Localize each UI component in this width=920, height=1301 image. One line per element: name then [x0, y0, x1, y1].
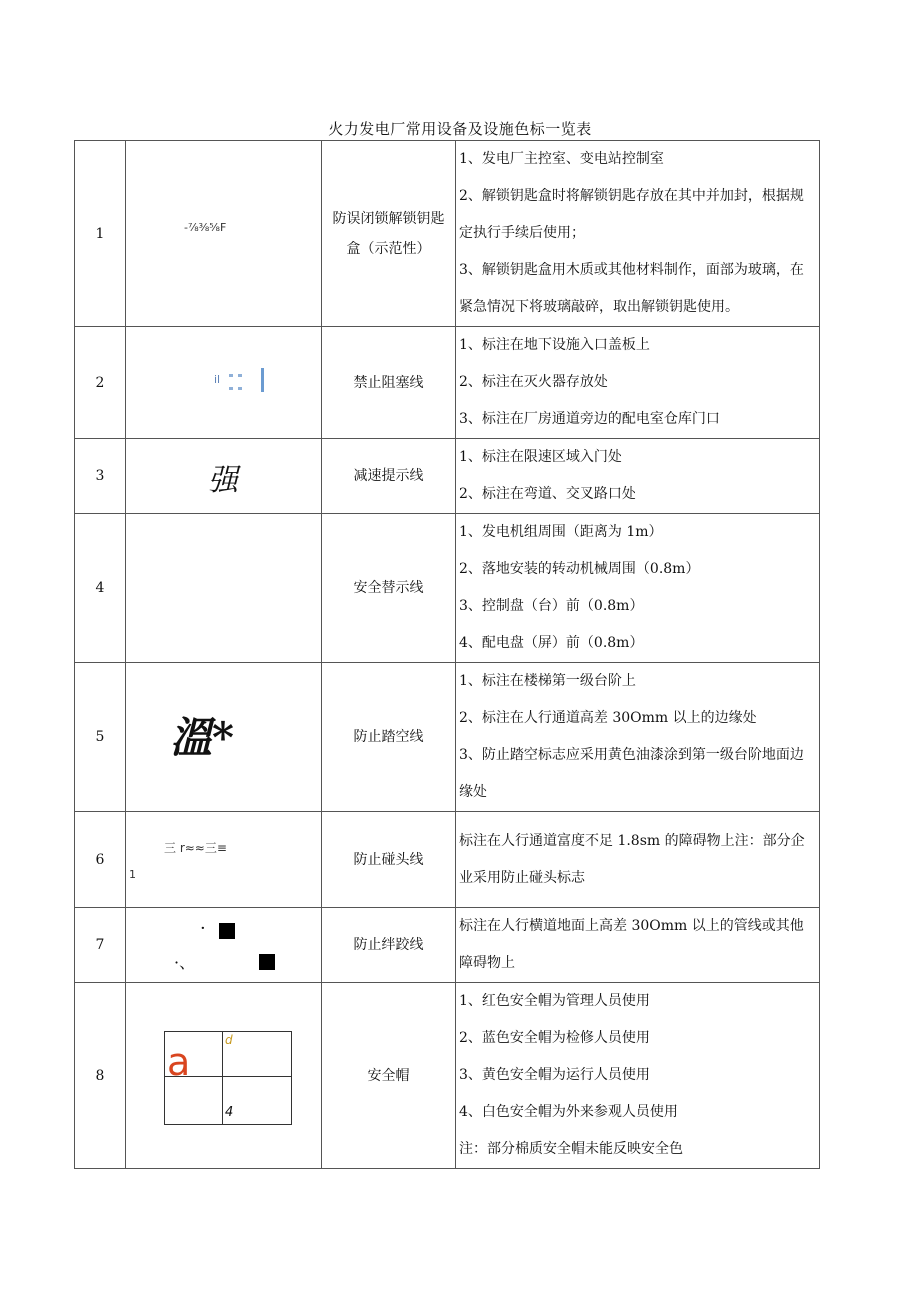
row-number: 7 [75, 908, 126, 983]
color-code-table [74, 140, 820, 1169]
sign-image-text: 1 [129, 868, 136, 881]
description-line: 3、标注在厂房通道旁边的配电室仓库门口 [459, 411, 720, 427]
table-row [75, 514, 820, 663]
description-line: 4、配电盘（屏）前（0.8m） [459, 635, 644, 651]
sign-image-text: a [167, 1040, 191, 1084]
description-line: 1、红色安全帽为管理人员使用 [459, 993, 650, 1009]
table-row [75, 812, 820, 908]
table-row [75, 327, 820, 439]
row-number: 5 [75, 663, 126, 812]
description-line: 3、控制盘（台）前（0.8m） [459, 598, 644, 614]
sign-image-cell [126, 812, 322, 908]
table-row [75, 983, 820, 1169]
sign-description [456, 514, 820, 663]
sign-image-cell [126, 439, 322, 514]
sign-image-text: 溫* [170, 713, 234, 762]
sign-description [456, 327, 820, 439]
grid-divider [222, 1032, 223, 1124]
sign-image-cell [126, 327, 322, 439]
sign-name: 禁止阻塞线 [322, 327, 456, 439]
description-line: 注：部分棉质安全帽未能反映安全色 [459, 1141, 683, 1157]
description-line: 3、黄色安全帽为运行人员使用 [459, 1067, 650, 1083]
row-number: 8 [75, 983, 126, 1169]
sign-image-cell [126, 663, 322, 812]
description-line: 1、标注在楼梯第一级台阶上 [459, 673, 636, 689]
helmet-grid [164, 1031, 292, 1125]
dot-mark [238, 374, 242, 377]
dot-mark [229, 374, 233, 377]
stripe-bar [261, 368, 264, 392]
sign-name: 防止绊跤线 [322, 908, 456, 983]
sign-image-cell [126, 908, 322, 983]
sign-name: 防误闭锁解锁钥匙盒（示范性） [322, 141, 456, 327]
row-number: 4 [75, 514, 126, 663]
sign-name: 减速提示线 [322, 439, 456, 514]
sign-image-cell [126, 141, 322, 327]
description-line: 1、发电机组周围（距离为 1m） [459, 524, 663, 540]
sign-image-cell [126, 514, 322, 663]
description-line: 1、标注在限速区域入门处 [459, 449, 622, 465]
sign-image-text: 4 [225, 1105, 234, 1120]
sign-name: 防止踏空线 [322, 663, 456, 812]
table-row [75, 908, 820, 983]
sign-description [456, 439, 820, 514]
sign-name: 安全替示线 [322, 514, 456, 663]
description-line: 标注在人行横道地面上高差 30Omm 以上的管线或其他障碍物上 [459, 918, 804, 971]
description-line: 1、标注在地下设施入口盖板上 [459, 337, 650, 353]
row-number: 3 [75, 439, 126, 514]
description-line: 3、解锁钥匙盒用木质或其他材料制作，面部为玻璃，在紧急情况下将玻璃敲碎，取出解锁钥匙使用。 [459, 262, 804, 315]
description-line: 2、落地安装的转动机械周围（0.8m） [459, 561, 700, 577]
row-number: 2 [75, 327, 126, 439]
dot-mark [238, 387, 242, 390]
description-line: 1、发电厂主控室、变电站控制室 [459, 151, 664, 167]
sign-description [456, 983, 820, 1169]
black-square [219, 923, 235, 939]
description-line: 3、防止踏空标志应采用黄色油漆涂到第一级台阶地面边缘处 [459, 747, 804, 800]
description-line: 2、标注在人行通道高差 30Omm 以上的边缘处 [459, 710, 757, 726]
sign-description [456, 812, 820, 908]
description-line: 2、解锁钥匙盒时将解锁钥匙存放在其中并加封，根据规定执行手续后使用； [459, 188, 804, 241]
description-line: 标注在人行通道富度不足 1.8sm 的障碍物上注：部分企业采用防止碰头标志 [459, 832, 805, 886]
row-number: 6 [75, 812, 126, 908]
description-line: 2、标注在灭火器存放处 [459, 374, 608, 390]
sign-image-text: · [200, 918, 206, 939]
sign-image-text: il [214, 373, 221, 386]
sign-image-text: d [225, 1033, 233, 1047]
sign-image-text: ·、 [174, 953, 196, 972]
sign-image-text: -⅞⅜⅝F [184, 221, 227, 234]
black-square [259, 954, 275, 970]
table-row [75, 141, 820, 327]
sign-name: 安全帽 [322, 983, 456, 1169]
table-row [75, 439, 820, 514]
page-title: 火力发电厂常用设备及设施色标一览表 [328, 120, 592, 138]
sign-image-text: 强 [208, 463, 238, 498]
dot-mark [229, 387, 233, 390]
sign-description [456, 908, 820, 983]
description-line: 4、白色安全帽为外来参观人员使用 [459, 1104, 678, 1120]
sign-description [456, 141, 820, 327]
description-line: 2、标注在弯道、交叉路口处 [459, 486, 636, 502]
sign-image-text: 三 r≈≈三≡ [164, 841, 227, 855]
sign-image-cell [126, 983, 322, 1169]
description-line: 2、蓝色安全帽为检修人员使用 [459, 1030, 650, 1046]
sign-name: 防止碰头线 [322, 812, 456, 908]
row-number: 1 [75, 141, 126, 327]
sign-description [456, 663, 820, 812]
table-row [75, 663, 820, 812]
